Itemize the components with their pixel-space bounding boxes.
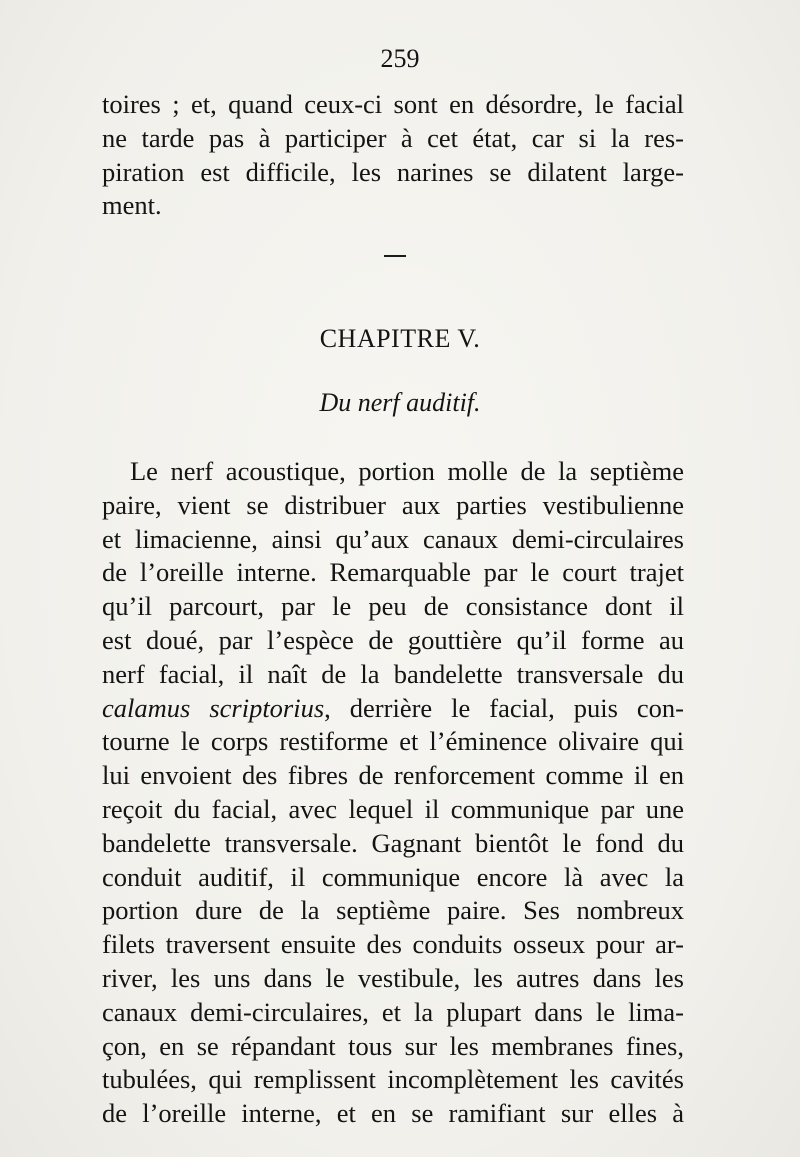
text-line: toires ; et, quand ceux-ci sont en désordre, le facial <box>102 89 684 119</box>
text-line: paire, vient se distribuer aux parties vestibulienne <box>102 489 684 520</box>
main-paragraph <box>102 455 684 1131</box>
text-line: de l’oreille interne, et en se ramifiant sur elles à <box>102 1098 684 1129</box>
continued-paragraph <box>102 88 684 223</box>
text-line: portion dure de la septième paire. Ses nombreux <box>102 895 684 926</box>
text-line: river, les uns dans le vestibule, les autres dans les <box>102 962 684 993</box>
text-line: qu’il parcourt, par le peu de consistance dont il <box>102 591 684 622</box>
text-line: tourne le corps restiforme et l’éminence olivaire qui <box>102 726 684 757</box>
section-title: Du nerf auditif. <box>319 388 481 417</box>
text-line: conduit auditif, il communique encore là avec la <box>102 861 684 892</box>
text-line: et limacienne, ainsi qu’aux canaux demi-circulaires <box>102 523 684 554</box>
text-line: ment. <box>102 190 162 221</box>
text-line: filets traversent ensuite des conduits osseux pour ar- <box>102 929 684 960</box>
text-line: nerf facial, il naît de la bandelette transversale du <box>102 658 684 689</box>
italic-term: calamus scriptorius <box>102 692 325 723</box>
section-separator <box>384 255 406 257</box>
text-line: de l’oreille interne. Remarquable par le court trajet <box>102 557 684 588</box>
text-line <box>102 692 684 726</box>
page-number: 259 <box>380 44 420 73</box>
text-line: piration est difficile, les narines se dilatent large- <box>102 156 684 187</box>
chapter-title: CHAPITRE V. <box>319 324 481 353</box>
text-line: Le nerf acoustique, portion molle de la septième <box>130 456 684 486</box>
text-fragment: , derrière le facial, puis con- <box>324 692 684 723</box>
text-line: tubulées, qui remplissent incomplètement les cavités <box>102 1064 684 1095</box>
text-line: bandelette transversale. Gagnant bientôt le fond du <box>102 827 684 858</box>
text-line: est doué, par l’espèce de gouttière qu’il forme au <box>102 624 684 655</box>
text-line: çon, en se répandant tous sur les membranes fines, <box>102 1030 684 1061</box>
text-line: lui envoient des fibres de renforcement comme il en <box>102 760 684 791</box>
text-line: reçoit du facial, avec lequel il communique par une <box>102 793 684 824</box>
text-line: ne tarde pas à participer à cet état, car si la res- <box>102 122 684 153</box>
text-line: canaux demi-circulaires, et la plupart dans le lima- <box>102 996 684 1027</box>
